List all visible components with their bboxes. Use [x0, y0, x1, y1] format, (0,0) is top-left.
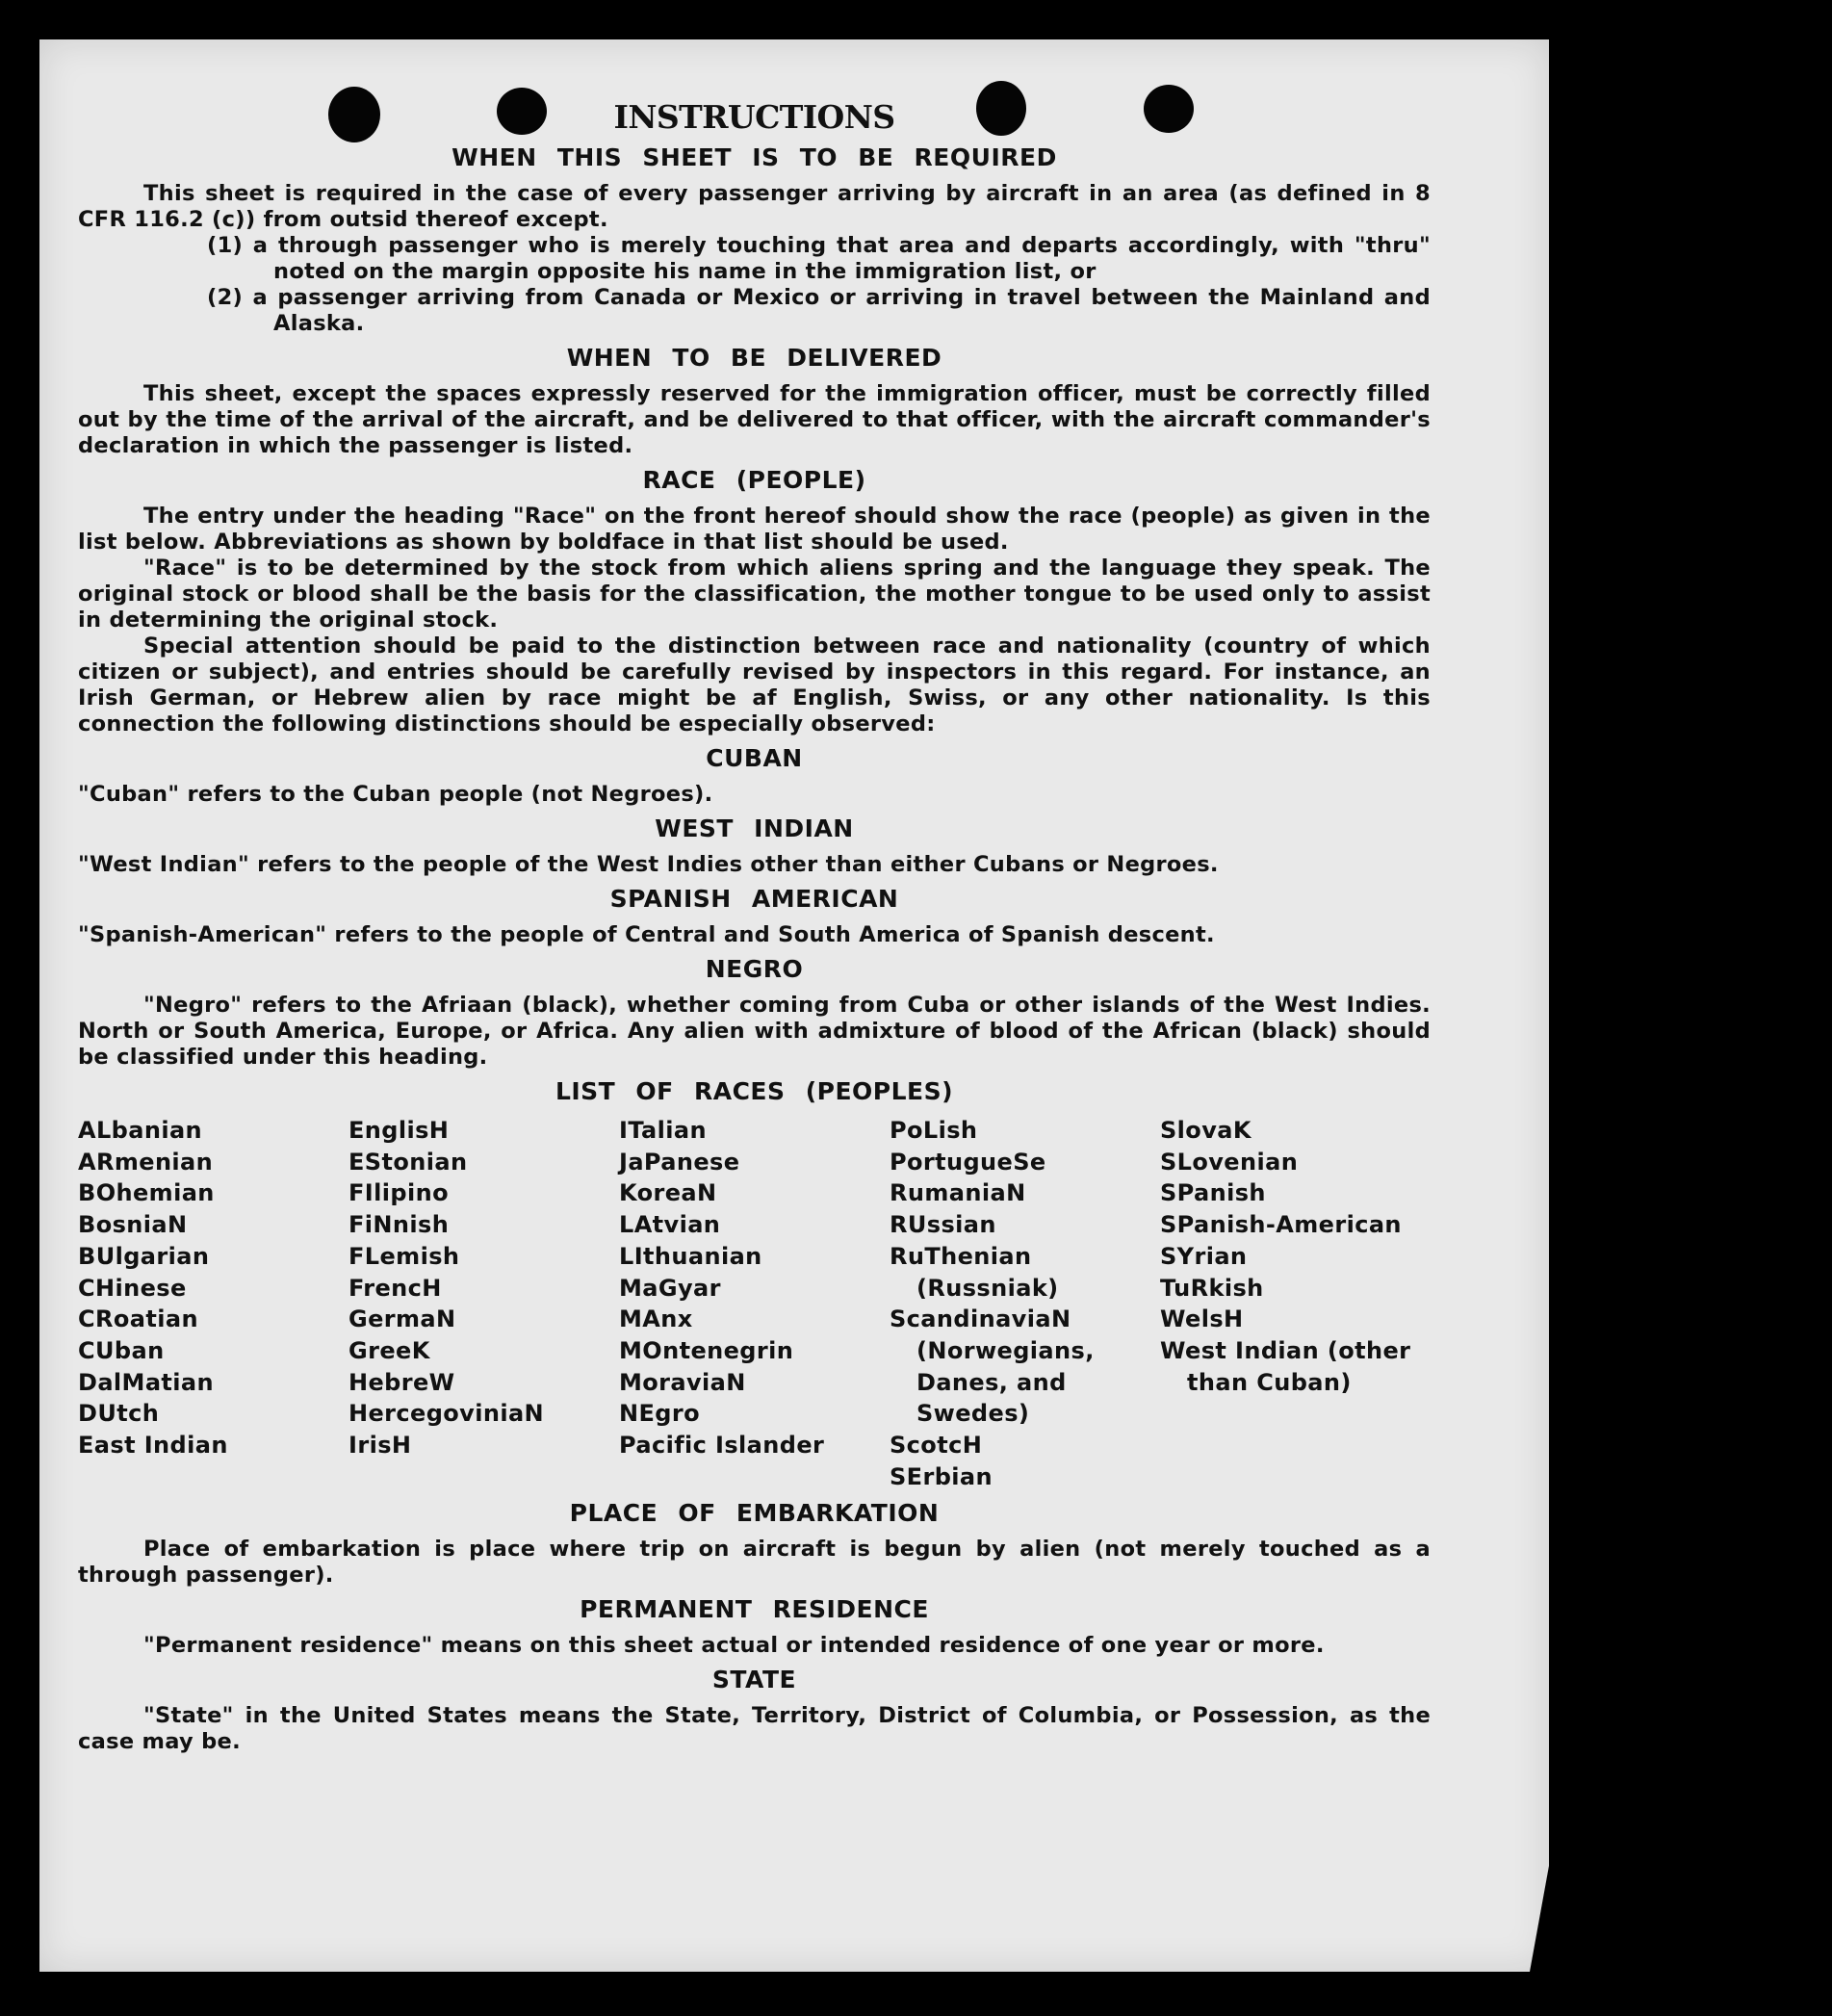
race-item: ARmenian	[78, 1148, 214, 1176]
race-column	[78, 1115, 348, 1492]
race-item: IrisH	[348, 1432, 412, 1460]
race-item: CHinese	[78, 1274, 187, 1302]
race-column	[348, 1115, 619, 1492]
section-heading-west-indian: WEST INDIAN	[655, 814, 854, 842]
cuban-text: "Cuban" refers to the Cuban people (not Negroes).	[78, 782, 713, 807]
race-item: CUban	[78, 1336, 165, 1364]
page-corner-fold	[1530, 1866, 1549, 1972]
embarkation-text: Place of embarkation is place where trip on aircraft is begun by alien (not merely touched as a through passenger).	[78, 1537, 1431, 1589]
race-item: EnglisH	[348, 1117, 450, 1144]
race-item: JaPanese	[619, 1148, 740, 1176]
race-item: ALbanian	[78, 1117, 203, 1144]
race-column	[619, 1115, 890, 1492]
race-paragraph-3: Special attention should be paid to the distinction between race and nationality (country of which citizen or subject), and entries should be carefully revised by inspectors in this regard. For instance, an Irish German, or Hebrew alien by race might be af English, Swiss, or any other nationality. Is this connection the following distinctions should be especially observed:	[78, 633, 1431, 737]
race-item: SErbian	[890, 1462, 993, 1490]
section-heading-state: STATE	[711, 1666, 797, 1694]
race-item: SYrian	[1160, 1242, 1248, 1270]
race-paragraph-1: The entry under the heading "Race" on the front hereof should show the race (people) as given in the list below. Abbreviations as shown by boldface in that list should be used.	[78, 504, 1431, 555]
race-item: FLemish	[348, 1242, 460, 1270]
race-item: RuThenian (Russniak)	[890, 1242, 1059, 1302]
race-item: DUtch	[78, 1400, 160, 1428]
race-item: PortugueSe	[890, 1148, 1046, 1176]
race-item: MOntenegrin	[619, 1336, 794, 1364]
race-item: RUssian	[890, 1211, 996, 1239]
race-item: TuRkish	[1160, 1274, 1264, 1302]
race-item: NEgro	[619, 1400, 700, 1428]
race-item: FiNnish	[348, 1211, 450, 1239]
race-item: LAtvian	[619, 1211, 721, 1239]
race-column	[1160, 1115, 1431, 1492]
race-item: EStonian	[348, 1148, 468, 1176]
instructions-content	[78, 98, 1431, 1755]
residence-text: "Permanent residence" means on this sheet actual or intended residence of one year or more.	[143, 1633, 1325, 1659]
race-item: FIlipino	[348, 1179, 449, 1207]
state-text: "State" in the United States means the State, Territory, District of Columbia, or Possession, as the case may be.	[78, 1703, 1431, 1755]
section-heading-cuban: CUBAN	[706, 744, 803, 772]
race-item: DalMatian	[78, 1368, 215, 1396]
race-item: KoreaN	[619, 1179, 717, 1207]
race-item: CRoatian	[78, 1305, 198, 1333]
race-item: LIthuanian	[619, 1242, 762, 1270]
race-item: SPanish-American	[1160, 1211, 1402, 1239]
race-item: SLovenian	[1160, 1148, 1299, 1176]
race-paragraph-2: "Race" is to be determined by the stock from which aliens spring and the language they speak. The original stock or blood shall be the basis for the classification, the mother tongue to be used only to assist in determining the original stock.	[78, 556, 1431, 633]
race-item: West Indian (other than Cuban)	[1160, 1336, 1411, 1396]
section-heading-when-delivered: WHEN TO BE DELIVERED	[566, 344, 942, 372]
race-item: BosniaN	[78, 1211, 188, 1239]
race-item: MoraviaN	[619, 1368, 746, 1396]
race-item: ScotcH	[890, 1432, 983, 1460]
race-list	[78, 1115, 1431, 1492]
race-item: MAnx	[619, 1305, 693, 1333]
race-item: MaGyar	[619, 1274, 721, 1302]
west-indian-text: "West Indian" refers to the people of the West Indies other than either Cubans or Negroes.	[78, 852, 1219, 877]
negro-text: "Negro" refers to the Afriaan (black), whether coming from Cuba or other islands of the West Indies. North or South America, Europe, or Africa. Any alien with admixture of blood of the African (black) should be classified under this heading.	[78, 993, 1431, 1070]
page-title: INSTRUCTIONS	[613, 98, 895, 136]
race-item: ScandinaviaN (Norwegians, Danes, and Swedes)	[890, 1305, 1095, 1428]
race-item: SPanish	[1160, 1179, 1266, 1207]
section-heading-when-required: WHEN THIS SHEET IS TO BE REQUIRED	[452, 143, 1057, 171]
race-item: Pacific Islander	[619, 1432, 825, 1460]
spanish-american-text: "Spanish-American" refers to the people of Central and South America of Spanish descent.	[78, 922, 1215, 947]
when-required-text: This sheet is required in the case of every passenger arriving by aircraft in an area (as defined in 8 CFR 116.2 (c)) from outsid thereof except.	[78, 181, 1431, 232]
race-item: ITalian	[619, 1117, 707, 1144]
race-item: PoLish	[890, 1117, 978, 1144]
exception-item-1: (1) a through passenger who is merely touching that area and departs accordingly, with "thru" noted on the margin opposite his name in the immigration list, or	[207, 233, 1431, 284]
race-item: BOhemian	[78, 1179, 215, 1207]
race-column	[890, 1115, 1160, 1492]
race-item: HercegoviniaN	[348, 1400, 545, 1428]
section-heading-spanish-american: SPANISH AMERICAN	[609, 885, 899, 913]
race-item: HebreW	[348, 1368, 455, 1396]
race-item: SlovaK	[1160, 1117, 1251, 1144]
section-heading-embarkation: PLACE OF EMBARKATION	[569, 1499, 940, 1528]
race-item: BUlgarian	[78, 1242, 210, 1270]
race-item: FrencH	[348, 1274, 442, 1302]
race-item: WelsH	[1160, 1305, 1244, 1333]
section-heading-negro: NEGRO	[705, 955, 804, 983]
race-item: GermaN	[348, 1305, 456, 1333]
when-delivered-text: This sheet, except the spaces expressly reserved for the immigration officer, must be correctly filled out by the time of the arrival of the aircraft, and be delivered to that officer, with the aircraft commander's declaration in which the passenger is listed.	[78, 381, 1431, 458]
exception-item-2: (2) a passenger arriving from Canada or Mexico or arriving in travel between the Mainland and Alaska.	[207, 285, 1431, 336]
race-item: RumaniaN	[890, 1179, 1026, 1207]
section-heading-residence: PERMANENT RESIDENCE	[580, 1595, 929, 1624]
race-item: GreeK	[348, 1336, 430, 1364]
race-item: East Indian	[78, 1432, 228, 1460]
section-heading-race: RACE (PEOPLE)	[642, 466, 866, 494]
section-heading-list-of-races: LIST OF RACES (PEOPLES)	[555, 1077, 954, 1105]
